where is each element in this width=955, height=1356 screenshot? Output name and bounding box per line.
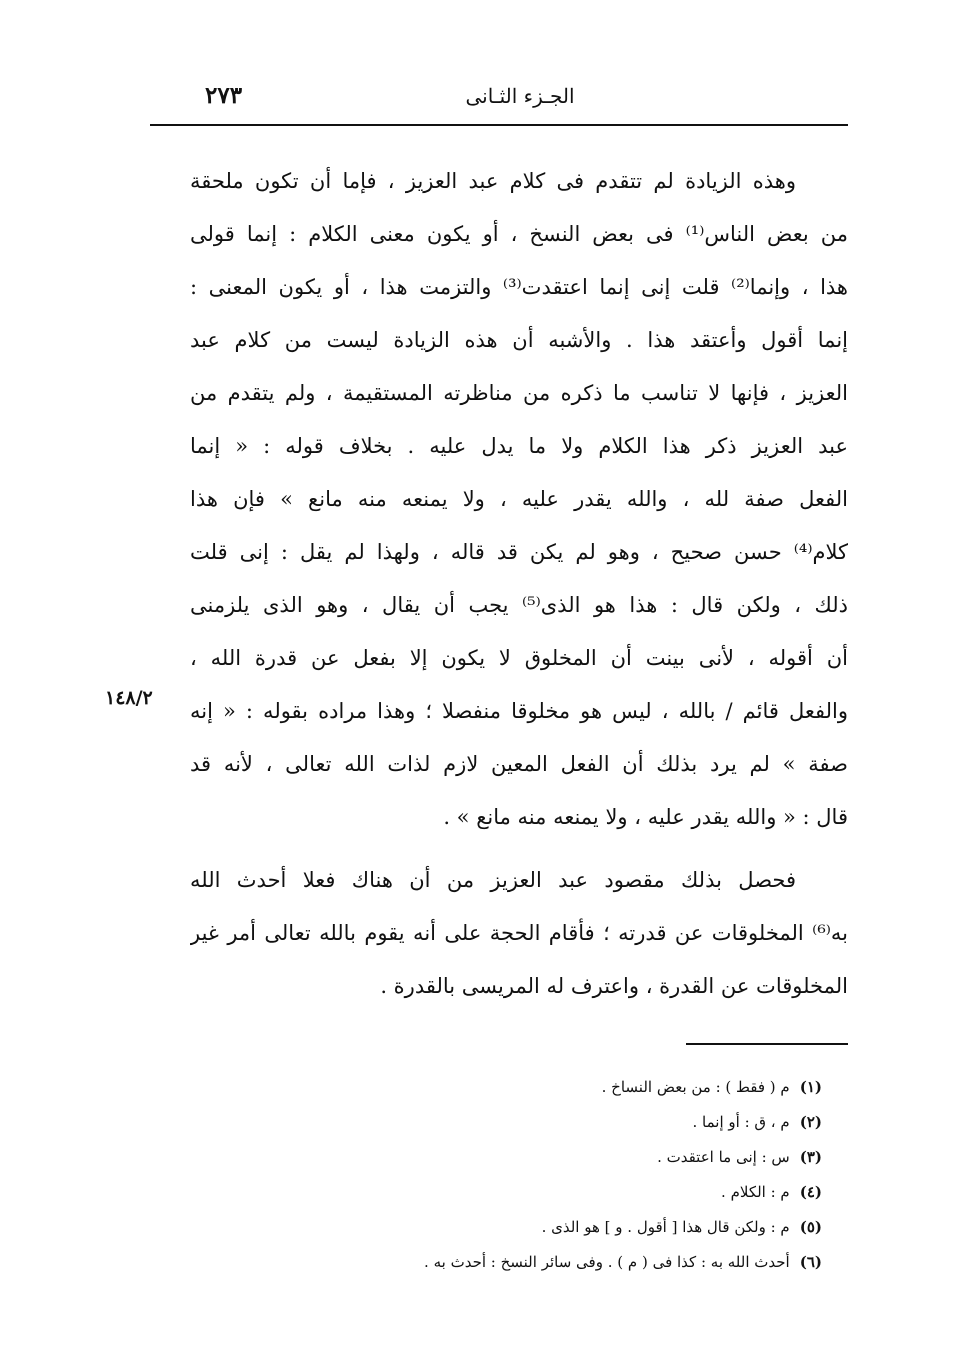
main-text (190, 155, 848, 1013)
footnote-text: م ( فقط ) : من بعض النساخ . (601, 1078, 790, 1096)
text-line: من بعض الناس⁽¹⁾ فى بعض النسخ ، أو يكون معنى الكلام : إنما قولى (190, 222, 848, 246)
header-rule (150, 124, 848, 126)
footnote (300, 1245, 822, 1280)
footnote (300, 1175, 822, 1210)
text-line: صفة » لم يرد بذلك أن الفعل المعين لازم لذات الله تعالى ، لأنه قد (190, 752, 848, 776)
text-line: ذلك ، ولكن قال : هذا هو الذى⁽⁵⁾ يجب أن يقال ، وهو الذى يلزمنى (190, 593, 848, 617)
footnote-text: م : ولكن قال هذا [ أقول . و ] هو الذى . (541, 1218, 790, 1236)
text-line: قال : « والله يقدر عليه ، ولا يمنعه منه مانع » . (443, 805, 848, 829)
footnote (300, 1140, 822, 1175)
footnote-number: (٤) (799, 1183, 822, 1201)
footnote-number: (١) (799, 1078, 822, 1096)
text-line: الفعل صفة لله ، والله يقدر عليه ، ولا يمنعه منه مانع » فإن هذا (190, 487, 848, 511)
text-line: أن أقوله ، لأنى بينت أن المخلوق لا يكون إلا بفعل عن قدرة الله ، (190, 646, 848, 670)
footnote-number: (٣) (799, 1148, 822, 1166)
text-line: إنما أقول وأعتقد هذا . والأشبه أن هذه الزيادة ليست من كلام عبد (190, 328, 848, 352)
text-line: هذا ، وإنما⁽²⁾ قلت إنى إنما اعتقدت⁽³⁾ والتزمت هذا ، أو يكون المعنى : (190, 275, 848, 299)
page-number: ٢٧٣ (205, 82, 243, 109)
footnote-text: م : الكلام . (721, 1183, 790, 1201)
footnotes (300, 1070, 822, 1280)
footnote-number: (٢) (799, 1113, 822, 1131)
text-line: وهذه الزيادة لم تتقدم فى كلام عبد العزيز ، فإما أن تكون ملحقة (190, 169, 796, 193)
footnote (300, 1210, 822, 1245)
footnote-text: م ، ق : أو إنما . (692, 1113, 790, 1131)
page-header (150, 78, 848, 126)
text-line: كلام⁽⁴⁾ حسن صحيح ، وهو لم يكن قد قاله ، ولهذا لم يقل : إنى قلت (190, 540, 848, 564)
text-line: والفعل قائم / بالله ، ليس هو مخلوقا منفصلا ؛ وهذا مراده بقوله : « إنه (190, 699, 848, 723)
text-line: فحصل بذلك مقصود عبد العزيز من أن هناك فعلا أحدث الله (190, 868, 796, 892)
margin-page-reference: ١٤٨/٢ (105, 687, 153, 709)
footnote-text: س : إنى ما اعتقدت . (657, 1148, 790, 1166)
text-line: المخلوقات عن القدرة ، واعترف له المريسى بالقدرة . (380, 974, 848, 998)
footnote-number: (٦) (799, 1253, 822, 1271)
running-title: الجـزء الثـانى (465, 84, 575, 108)
text-line: عبد العزيز ذكر هذا الكلام ولا ما يدل عليه . بخلاف قوله : « إنما (190, 434, 848, 458)
footnote-text: أحدث الله به : كذا فى ( م ) . وفى سائر النسخ : أحدث به . (424, 1253, 790, 1271)
text-line: به⁽⁶⁾ المخلوقات عن قدرته ؛ فأقام الحجة على أنه يقوم بالله تعالى أمر غير (190, 921, 848, 945)
footnote (300, 1070, 822, 1105)
footnote (300, 1105, 822, 1140)
text-line: العزيز ، فإنها لا تناسب ما ذكره من مناظرته المستقيمة ، ولم يتقدم من (190, 381, 848, 405)
footnote-rule (686, 1043, 848, 1045)
paragraph-gap (190, 844, 848, 854)
footnote-number: (٥) (799, 1218, 822, 1236)
